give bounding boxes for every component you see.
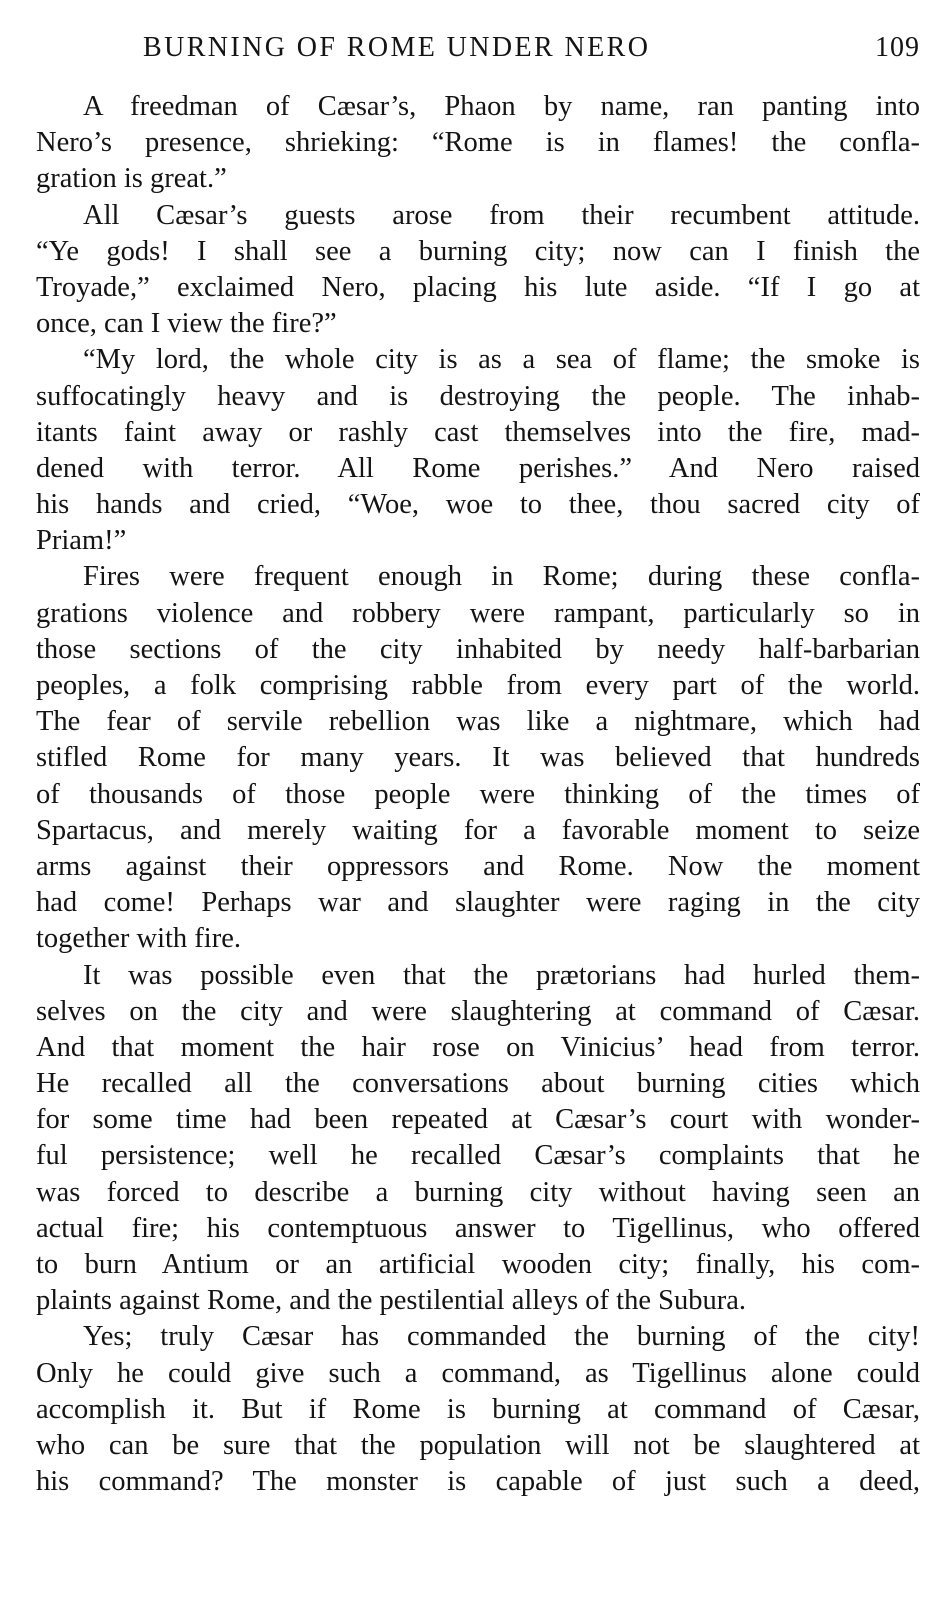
text-line: selves on the city and were slaughtering at command of Cæsar.: [36, 995, 920, 1027]
paragraph: [36, 342, 920, 559]
text-line: “Ye gods! I shall see a burning city; now can I finish the: [36, 235, 920, 267]
text-line: suffocatingly heavy and is destroying the people. The inhab-: [36, 380, 920, 412]
body-text: [36, 89, 920, 1500]
paragraph: [36, 1319, 920, 1500]
text-line: “My lord, the whole city is as a sea of flame; the smoke is: [83, 344, 920, 376]
paragraph: [36, 559, 920, 957]
text-line: Nero’s presence, shrieking: “Rome is in flames! the confla-: [36, 127, 920, 159]
text-line: accomplish it. But if Rome is burning at command of Cæsar,: [36, 1393, 920, 1425]
text-line: to burn Antium or an artificial wooden city; finally, his com-: [36, 1249, 920, 1280]
text-line: who can be sure that the population will not be slaughtered at: [36, 1429, 920, 1461]
paragraph: [36, 198, 920, 343]
text-line: grations violence and robbery were rampant, particularly so in: [36, 597, 920, 629]
text-line: A freedman of Cæsar’s, Phaon by name, ran panting into: [83, 91, 920, 122]
running-head: [36, 28, 920, 68]
text-line: itants faint away or rashly cast themselves into the fire, mad-: [36, 416, 920, 448]
text-line: was forced to describe a burning city without having seen an: [36, 1176, 920, 1208]
text-line: those sections of the city inhabited by needy half-barbarian: [36, 633, 920, 665]
text-line: Troyade,” exclaimed Nero, placing his lute aside. “If I go at: [36, 271, 920, 303]
text-line: arms against their oppressors and Rome. Now the moment: [36, 850, 920, 882]
paragraph: [36, 958, 920, 1320]
text-line: once, can I view the fire?”: [36, 308, 337, 340]
page-number: 109: [875, 32, 920, 63]
text-line: He recalled all the conversations about burning cities which: [36, 1068, 920, 1100]
chapter-running-title: BURNING OF ROME UNDER NERO: [143, 32, 651, 63]
text-line: Yes; truly Cæsar has commanded the burning of the city!: [83, 1321, 920, 1353]
text-line: Spartacus, and merely waiting for a favorable moment to seize: [36, 814, 920, 846]
text-line: had come! Perhaps war and slaughter were raging in the city: [36, 887, 920, 919]
text-line: his hands and cried, “Woe, woe to thee, thou sacred city of: [36, 489, 920, 521]
text-line: peoples, a folk comprising rabble from every part of the world.: [36, 670, 920, 701]
text-line: The fear of servile rebellion was like a nightmare, which had: [36, 706, 920, 738]
text-line: Fires were frequent enough in Rome; during these confla-: [83, 561, 920, 593]
text-line: gration is great.”: [36, 163, 227, 195]
text-line: of thousands of those people were thinking of the times of: [36, 778, 920, 810]
text-line: actual fire; his contemptuous answer to Tigellinus, who offered: [36, 1212, 920, 1244]
text-line: Only he could give such a command, as Tigellinus alone could: [36, 1357, 920, 1389]
text-line: stifled Rome for many years. It was believed that hundreds: [36, 742, 920, 774]
text-line: ful persistence; well he recalled Cæsar’s complaints that he: [36, 1140, 920, 1172]
text-line: Priam!”: [36, 525, 127, 557]
text-line: All Cæsar’s guests arose from their recumbent attitude.: [83, 199, 920, 231]
text-line: his command? The monster is capable of just such a deed,: [36, 1466, 920, 1498]
text-line: And that moment the hair rose on Vinicius’ head from terror.: [36, 1031, 920, 1063]
text-line: together with fire.: [36, 923, 241, 955]
text-line: It was possible even that the prætorians had hurled them-: [83, 959, 920, 991]
text-line: dened with terror. All Rome perishes.” And Nero raised: [36, 452, 920, 484]
text-line: for some time had been repeated at Cæsar’s court with wonder-: [36, 1104, 920, 1136]
text-line: plaints against Rome, and the pestilential alleys of the Subura.: [36, 1285, 746, 1317]
paragraph: [36, 89, 920, 198]
